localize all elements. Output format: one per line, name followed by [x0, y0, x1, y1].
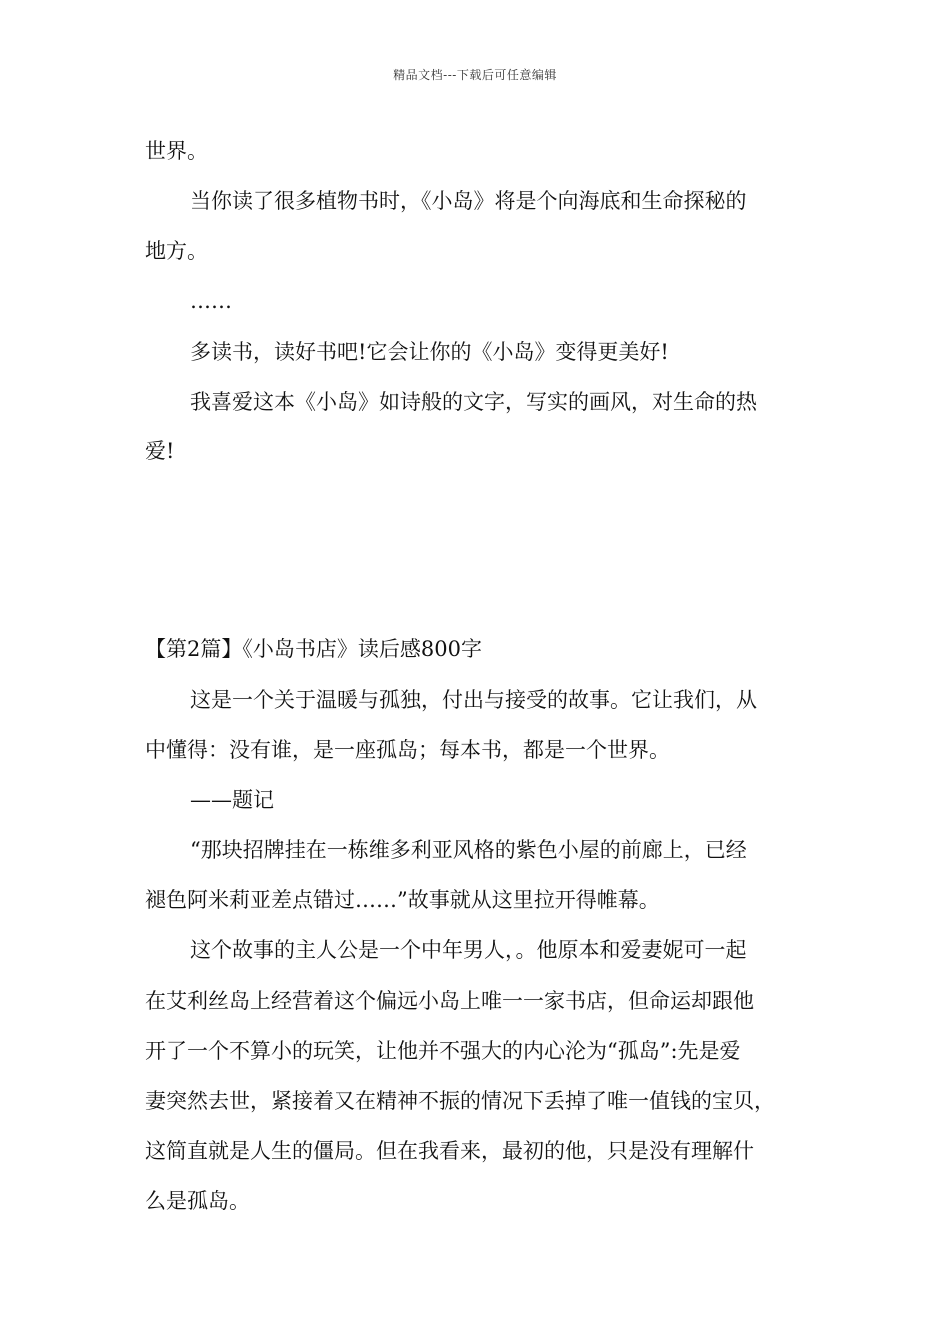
paragraph-line: 我喜爱这本《小岛》如诗般的文字，写实的画风，对生命的热 [190, 390, 757, 414]
paragraph-line: 开了一个不算小的玩笑，让他并不强大的内心沦为“孤岛”:先是爱 [145, 1039, 741, 1063]
paragraph-line: 褪色阿米莉亚差点错过……”故事就从这里拉开得帷幕。 [145, 888, 660, 912]
paragraph-line: “那块招牌挂在一栋维多利亚风格的紫色小屋的前廊上，已经 [190, 838, 747, 862]
paragraph-line: 妻突然去世，紧接着又在精神不振的情况下丢掉了唯一值钱的宝贝， [145, 1089, 775, 1113]
epigraph-label: ——题记 [190, 788, 274, 812]
paragraph-line: 这是一个关于温暖与孤独，付出与接受的故事。它让我们，从 [190, 688, 757, 712]
paragraph-line: 这简直就是人生的僵局。但在我看来，最初的他，只是没有理解什 [145, 1139, 754, 1163]
paragraph-line: 地方。 [145, 239, 208, 263]
paragraph-line: 么是孤岛。 [145, 1189, 250, 1213]
paragraph-line: 当你读了很多植物书时，《小岛》将是个向海底和生命探秘的 [190, 189, 747, 213]
paragraph-line: 世界。 [145, 139, 208, 163]
ellipsis-line: …… [190, 289, 232, 313]
paragraph-line: 爱! [145, 439, 175, 463]
paragraph-line: 这个故事的主人公是一个中年男人，。他原本和爱妻妮可一起 [190, 938, 747, 962]
paragraph-line: 在艾利丝岛上经营着这个偏远小岛上唯一一家书店，但命运却跟他 [145, 989, 754, 1013]
paragraph-line: 多读书，读好书吧!它会让你的《小岛》变得更美好! [190, 340, 669, 364]
paragraph-line: 中懂得：没有谁，是一座孤岛；每本书，都是一个世界。 [145, 738, 670, 762]
section-title: 【第2篇】《小岛书店》读后感800字 [145, 637, 482, 661]
page-header: 精品文档---下载后可任意编辑 [393, 68, 557, 82]
